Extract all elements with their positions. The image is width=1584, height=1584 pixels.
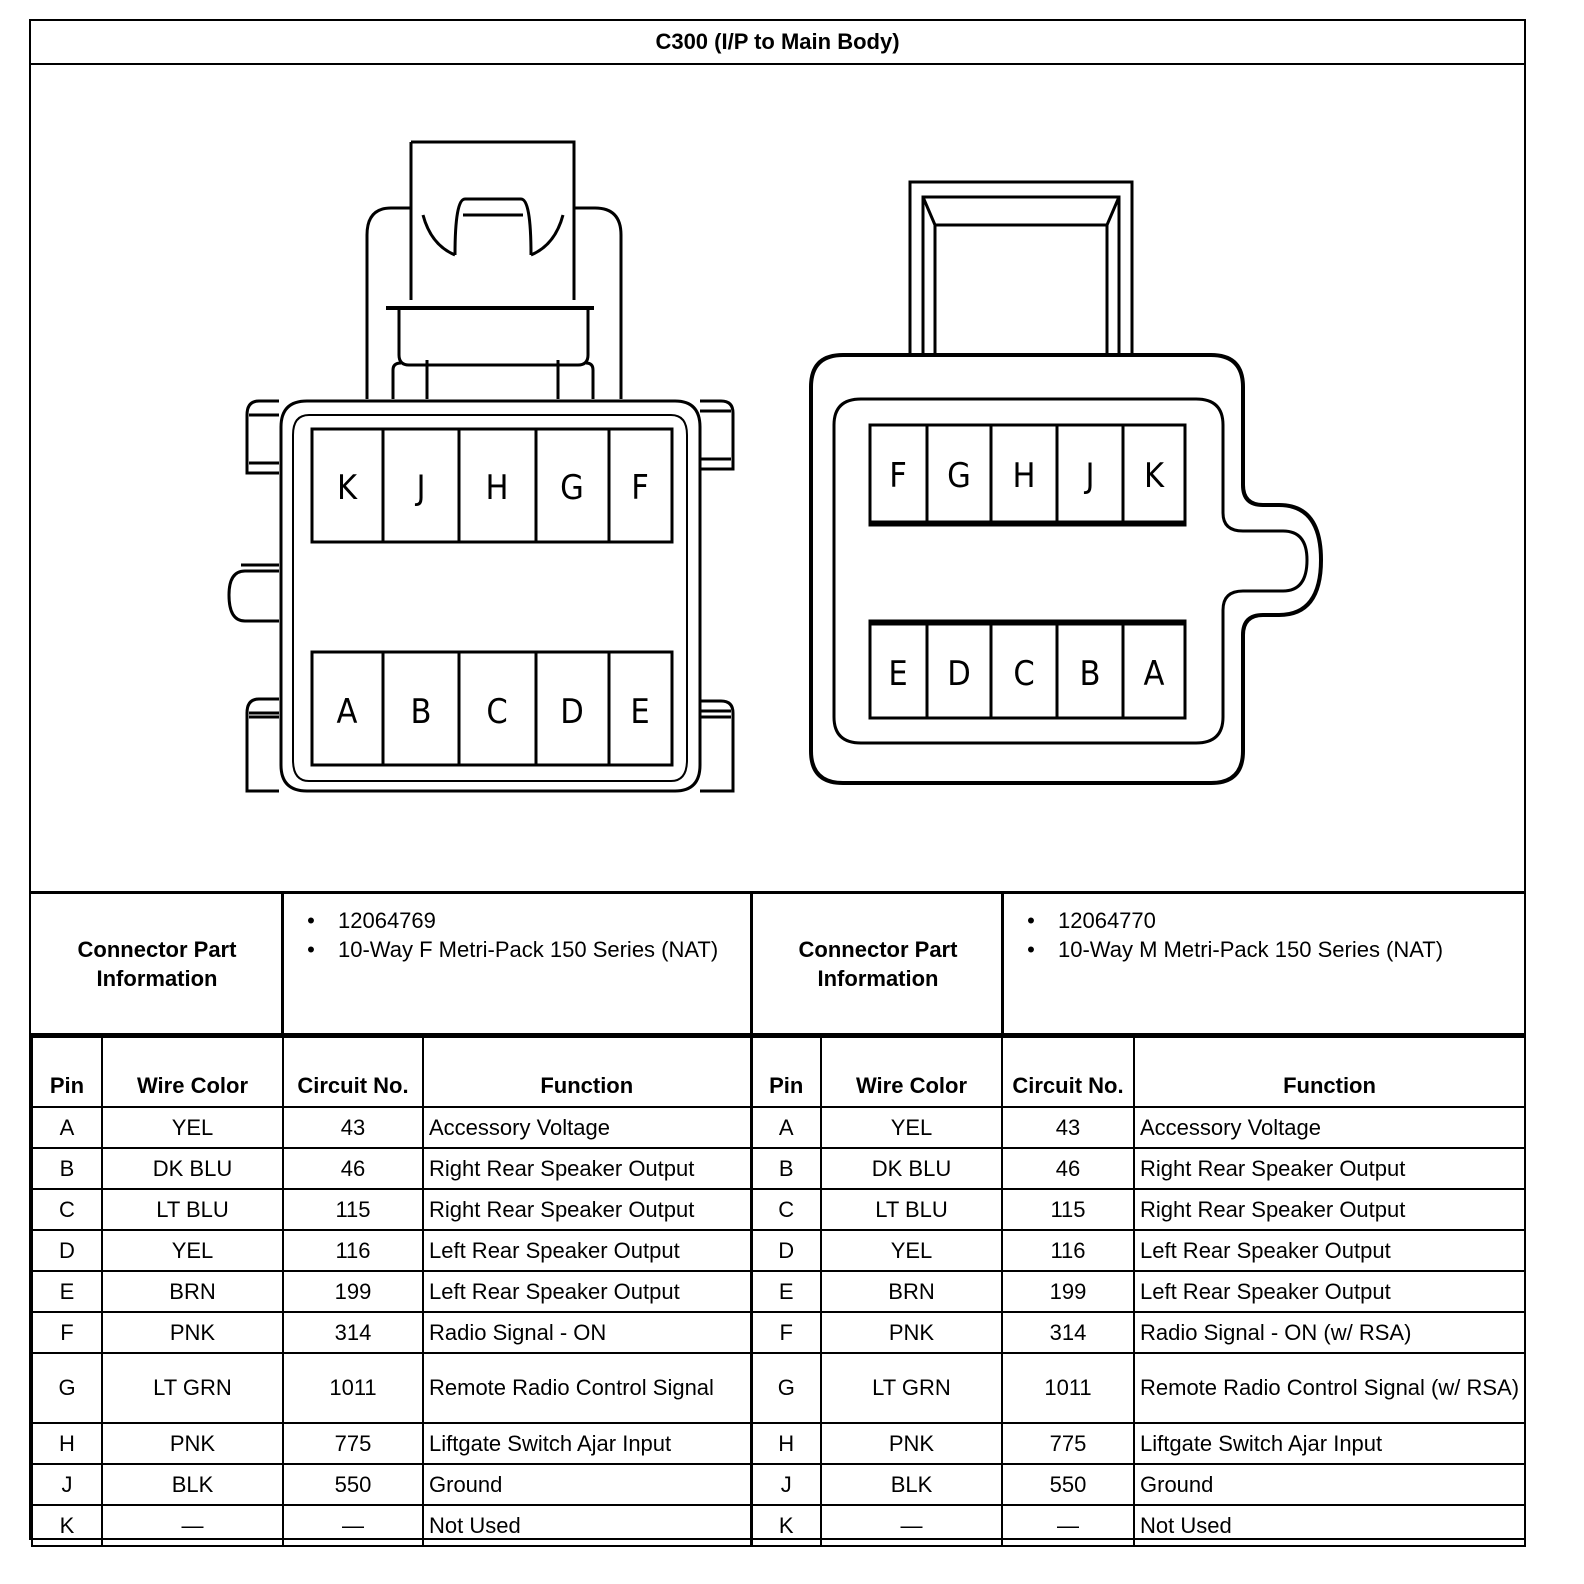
function-cell: Ground (1134, 1464, 1525, 1505)
diagram-frame (29, 19, 1526, 1540)
wire-color-cell: PNK (102, 1423, 283, 1464)
pin-cell: C (751, 1189, 821, 1230)
wire-color-cell: LT BLU (821, 1189, 1002, 1230)
left-pin-label-F: F (631, 468, 649, 508)
circuit-cell: 46 (1002, 1148, 1134, 1189)
right-pin-label-D: D (947, 654, 971, 694)
function-cell: Left Rear Speaker Output (1134, 1271, 1525, 1312)
pin-cell: K (32, 1505, 102, 1546)
wire-color-cell: DK BLU (821, 1148, 1002, 1189)
circuit-cell: 1011 (283, 1353, 423, 1423)
wire-color-cell: BLK (821, 1464, 1002, 1505)
pin-cell: G (32, 1353, 102, 1423)
pin-cell: A (32, 1107, 102, 1148)
table-header-row (32, 1037, 1525, 1107)
left-pin-label-J: J (416, 468, 426, 508)
circuit-cell: 775 (1002, 1423, 1134, 1464)
wire-color-cell: BLK (102, 1464, 283, 1505)
right-pin-label-C: C (1013, 654, 1035, 694)
right-pin-label-F: F (889, 456, 907, 496)
circuit-cell: 46 (283, 1148, 423, 1189)
circuit-cell: — (1002, 1505, 1134, 1546)
pin-cell: B (32, 1148, 102, 1189)
pin-cell: K (751, 1505, 821, 1546)
left-pin-label-G: G (560, 468, 584, 508)
function-cell: Right Rear Speaker Output (1134, 1189, 1525, 1230)
table-row (32, 1148, 1525, 1189)
function-cell: Remote Radio Control Signal (w/ RSA) (1134, 1353, 1525, 1423)
circuit-cell: 43 (283, 1107, 423, 1148)
pin-cell: B (751, 1148, 821, 1189)
connector-diagram (31, 65, 1524, 891)
right-pin-label-H: H (1012, 456, 1036, 496)
circuit-cell: 43 (1002, 1107, 1134, 1148)
function-cell: Right Rear Speaker Output (423, 1148, 751, 1189)
right-pin-label-B: B (1079, 654, 1101, 694)
circuit-header: Circuit No. (283, 1037, 423, 1107)
wire-color-cell: — (821, 1505, 1002, 1546)
pin-cell: E (32, 1271, 102, 1312)
bullet-icon: • (1027, 937, 1035, 962)
pin-cell: H (32, 1423, 102, 1464)
pin-cell: F (32, 1312, 102, 1353)
pin-header: Pin (751, 1037, 821, 1107)
wire-color-cell: YEL (821, 1107, 1002, 1148)
bullet-icon: • (1027, 908, 1035, 933)
connector-part-info (31, 891, 1524, 1036)
circuit-cell: 550 (283, 1464, 423, 1505)
right-part-description: 10-Way M Metri-Pack 150 Series (NAT) (1058, 937, 1444, 962)
left-pin-label-D: D (560, 692, 584, 732)
wire-color-cell: BRN (102, 1271, 283, 1312)
circuit-cell: 199 (1002, 1271, 1134, 1312)
wire-color-cell: YEL (102, 1107, 283, 1148)
table-row (32, 1423, 1525, 1464)
pin-cell: D (32, 1230, 102, 1271)
right-pin-label-A: A (1143, 654, 1165, 694)
function-cell: Ground (423, 1464, 751, 1505)
right-pin-label-K: K (1143, 456, 1165, 496)
function-cell: Liftgate Switch Ajar Input (423, 1423, 751, 1464)
circuit-cell: 1011 (1002, 1353, 1134, 1423)
circuit-cell: 116 (1002, 1230, 1134, 1271)
function-cell: Left Rear Speaker Output (423, 1230, 751, 1271)
function-cell: Radio Signal - ON (423, 1312, 751, 1353)
right-pin-label-J: J (1085, 456, 1095, 496)
right-part-info-list (1004, 894, 1524, 1033)
wire-color-cell: PNK (821, 1423, 1002, 1464)
left-pin-label-C: C (486, 692, 508, 732)
left-pin-label-H: H (485, 468, 509, 508)
left-part-info-label: Connector Part Information (77, 936, 237, 991)
left-pin-label-B: B (410, 692, 432, 732)
bullet-icon: • (307, 937, 315, 962)
table-row (32, 1189, 1525, 1230)
function-header: Function (423, 1037, 751, 1107)
pin-cell: D (751, 1230, 821, 1271)
wire-color-cell: BRN (821, 1271, 1002, 1312)
function-cell: Liftgate Switch Ajar Input (1134, 1423, 1525, 1464)
wire-color-cell: DK BLU (102, 1148, 283, 1189)
circuit-cell: 314 (283, 1312, 423, 1353)
circuit-cell: 115 (1002, 1189, 1134, 1230)
wire-color-cell: LT BLU (102, 1189, 283, 1230)
wire-color-cell: — (102, 1505, 283, 1546)
table-row (32, 1464, 1525, 1505)
wire-color-cell: YEL (102, 1230, 283, 1271)
function-cell: Not Used (1134, 1505, 1525, 1546)
left-pin-label-A: A (336, 692, 358, 732)
pin-cell: E (751, 1271, 821, 1312)
wire-color-cell: PNK (821, 1312, 1002, 1353)
right-part-info-label: Connector Part Information (798, 936, 958, 991)
table-row (32, 1107, 1525, 1148)
page-title: C300 (I/P to Main Body) (31, 21, 1524, 65)
circuit-cell: 775 (283, 1423, 423, 1464)
pin-cell: G (751, 1353, 821, 1423)
left-part-description: 10-Way F Metri-Pack 150 Series (NAT) (338, 937, 719, 962)
pin-cell: J (32, 1464, 102, 1505)
function-cell: Right Rear Speaker Output (1134, 1148, 1525, 1189)
table-row (32, 1505, 1525, 1546)
wire-color-cell: PNK (102, 1312, 283, 1353)
function-cell: Right Rear Speaker Output (423, 1189, 751, 1230)
circuit-cell: — (283, 1505, 423, 1546)
pin-cell: F (751, 1312, 821, 1353)
right-part-number: 12064770 (1058, 908, 1156, 933)
pin-cell: C (32, 1189, 102, 1230)
wire-color-header: Wire Color (821, 1037, 1002, 1107)
function-cell: Left Rear Speaker Output (1134, 1230, 1525, 1271)
right-pin-label-E: E (888, 654, 908, 694)
function-cell: Radio Signal - ON (w/ RSA) (1134, 1312, 1525, 1353)
circuit-cell: 115 (283, 1189, 423, 1230)
function-cell: Remote Radio Control Signal (423, 1353, 751, 1423)
bullet-icon: • (307, 908, 315, 933)
pin-cell: J (751, 1464, 821, 1505)
pin-cell: H (751, 1423, 821, 1464)
wire-color-cell: LT GRN (821, 1353, 1002, 1423)
pin-header: Pin (32, 1037, 102, 1107)
function-header: Function (1134, 1037, 1525, 1107)
table-row (32, 1312, 1525, 1353)
left-pin-label-K: K (336, 468, 358, 508)
circuit-cell: 314 (1002, 1312, 1134, 1353)
function-cell: Not Used (423, 1505, 751, 1546)
function-cell: Accessory Voltage (1134, 1107, 1525, 1148)
right-pin-label-G: G (947, 456, 971, 496)
left-part-number: 12064769 (338, 908, 436, 933)
table-row (32, 1353, 1525, 1423)
wire-color-cell: YEL (821, 1230, 1002, 1271)
function-cell: Accessory Voltage (423, 1107, 751, 1148)
table-row (32, 1230, 1525, 1271)
pin-table (31, 1036, 1526, 1547)
circuit-cell: 550 (1002, 1464, 1134, 1505)
table-row (32, 1271, 1525, 1312)
circuit-header: Circuit No. (1002, 1037, 1134, 1107)
connector-drawing-svg (31, 65, 1524, 891)
left-connector (229, 142, 733, 791)
wire-color-header: Wire Color (102, 1037, 283, 1107)
pin-cell: A (751, 1107, 821, 1148)
left-pin-label-E: E (630, 692, 650, 732)
circuit-cell: 116 (283, 1230, 423, 1271)
circuit-cell: 199 (283, 1271, 423, 1312)
pin-table-body (32, 1107, 1525, 1546)
left-part-info-list (284, 894, 752, 1033)
function-cell: Left Rear Speaker Output (423, 1271, 751, 1312)
wire-color-cell: LT GRN (102, 1353, 283, 1423)
